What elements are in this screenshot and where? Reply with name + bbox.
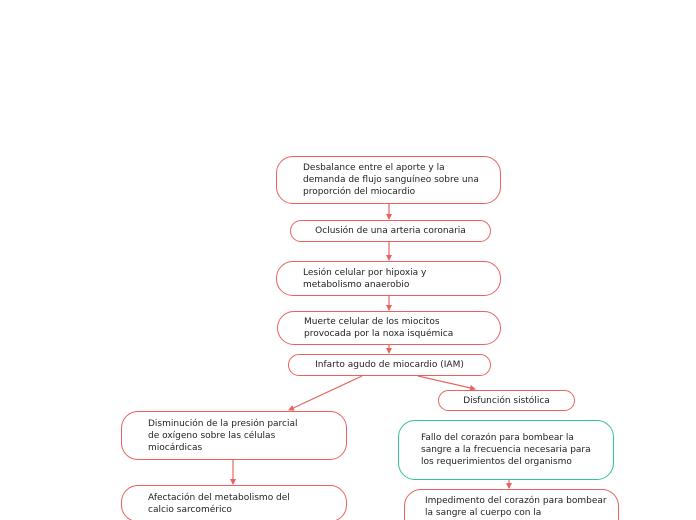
- node-disminucion[interactable]: [121, 411, 347, 460]
- node-lesion-label: Lesión celular por hipoxia y metabolismo anaerobio: [303, 267, 427, 290]
- node-disfuncion[interactable]: [438, 390, 575, 411]
- node-desbalance[interactable]: [276, 156, 501, 204]
- node-infarto[interactable]: [288, 354, 491, 376]
- node-oclusion[interactable]: [290, 220, 491, 242]
- arrow-infarto-to-disminucion: [289, 376, 362, 410]
- node-afectacion[interactable]: [121, 485, 347, 520]
- node-impedimento[interactable]: [404, 489, 619, 520]
- node-lesion[interactable]: [276, 261, 501, 296]
- arrow-infarto-to-disfuncion: [418, 376, 475, 389]
- node-desbalance-label: Desbalance entre el aporte y la demanda de flujo sanguíneo sobre una proporción del miocardio: [303, 163, 479, 197]
- node-disminucion-label: Disminución de la presión parcial de oxígeno sobre las células miocárdicas: [148, 418, 298, 453]
- node-afectacion-label: Afectación del metabolismo del calcio sarcomérico: [148, 492, 290, 515]
- node-oclusion-label: Oclusión de una arteria coronaria: [315, 226, 466, 236]
- node-fallo[interactable]: [398, 420, 614, 480]
- node-disfuncion-label: Disfunción sistólica: [463, 395, 550, 406]
- node-infarto-label: Infarto agudo de miocardio (IAM): [315, 360, 464, 370]
- node-fallo-label: Fallo del corazón para bombear la sangre a la frecuencia necesaria para los requerimientos del organismo: [421, 433, 591, 467]
- node-impedimento-label: Impedimento del corazón para bombear la sangre al cuerpo con la: [425, 496, 607, 518]
- node-muerte-label: Muerte celular de los miocitos provocada por la noxa isquémica: [304, 317, 454, 339]
- node-muerte[interactable]: [277, 311, 501, 345]
